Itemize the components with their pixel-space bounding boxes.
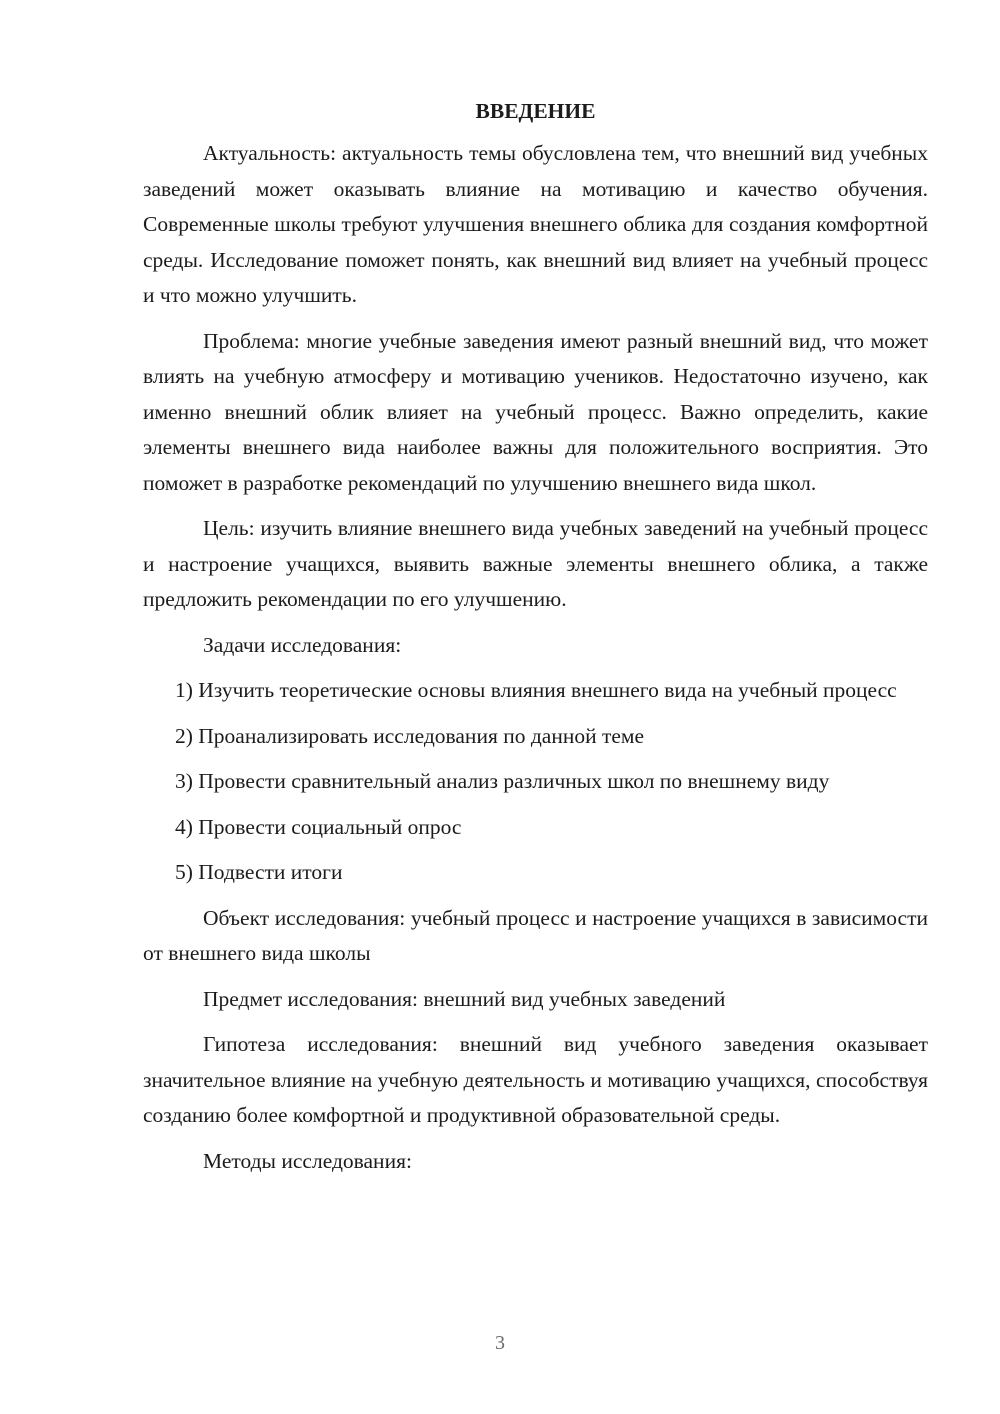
tasks-list (143, 673, 928, 891)
task-item: 3) Провести сравнительный анализ различных школ по внешнему виду (175, 769, 830, 793)
task-item: 5) Подвести итоги (175, 860, 343, 884)
subject-paragraph: Предмет исследования: внешний вид учебных заведений (203, 986, 726, 1011)
document-page (143, 96, 928, 1189)
task-item: 1) Изучить теоретические основы влияния внешнего вида на учебный процесс (175, 678, 897, 702)
tasks-heading: Задачи исследования: (203, 632, 402, 657)
goal-paragraph: Цель: изучить влияние внешнего вида учебных заведений на учебный процесс и настроение учащихся, выявить важные элементы внешнего облика, а также предложить рекомендации по его улучшению. (143, 516, 928, 611)
object-paragraph: Объект исследования: учебный процесс и настроение учащихся в зависимости от внешнего вида школы (143, 905, 928, 965)
page-number: 3 (495, 1332, 505, 1354)
hypothesis-paragraph: Гипотеза исследования: внешний вид учебного заведения оказывает значительное влияние на учебную деятельность и мотивацию учащихся, способствуя созданию более комфортной и продуктивной образовательной среды. (143, 1032, 928, 1127)
problem-paragraph: Проблема: многие учебные заведения имеют разный внешний вид, что может влиять на учебную атмосферу и мотивацию учеников. Недостаточно изучено, как именно внешний облик влияет на учебный процесс. Важно определить, какие элементы внешнего вида наиболее важны для положительного восприятия. Это поможет в разработке рекомендаций по улучшению внешнего вида школ. (143, 328, 928, 495)
task-item: 2) Проанализировать исследования по данной теме (175, 723, 645, 748)
task-item: 4) Провести социальный опрос (175, 814, 462, 839)
methods-heading: Методы исследования: (203, 1148, 412, 1173)
section-title: ВВЕДЕНИЕ (475, 99, 596, 123)
relevance-paragraph: Актуальность: актуальность темы обусловлена тем, что внешний вид учебных заведений может оказывать влияние на мотивацию и качество обучения. Современные школы требуют улучшения внешнего облика для создания комфортной среды. Исследование поможет понять, как внешний вид влияет на учебный процесс и что можно улучшить. (143, 141, 928, 307)
